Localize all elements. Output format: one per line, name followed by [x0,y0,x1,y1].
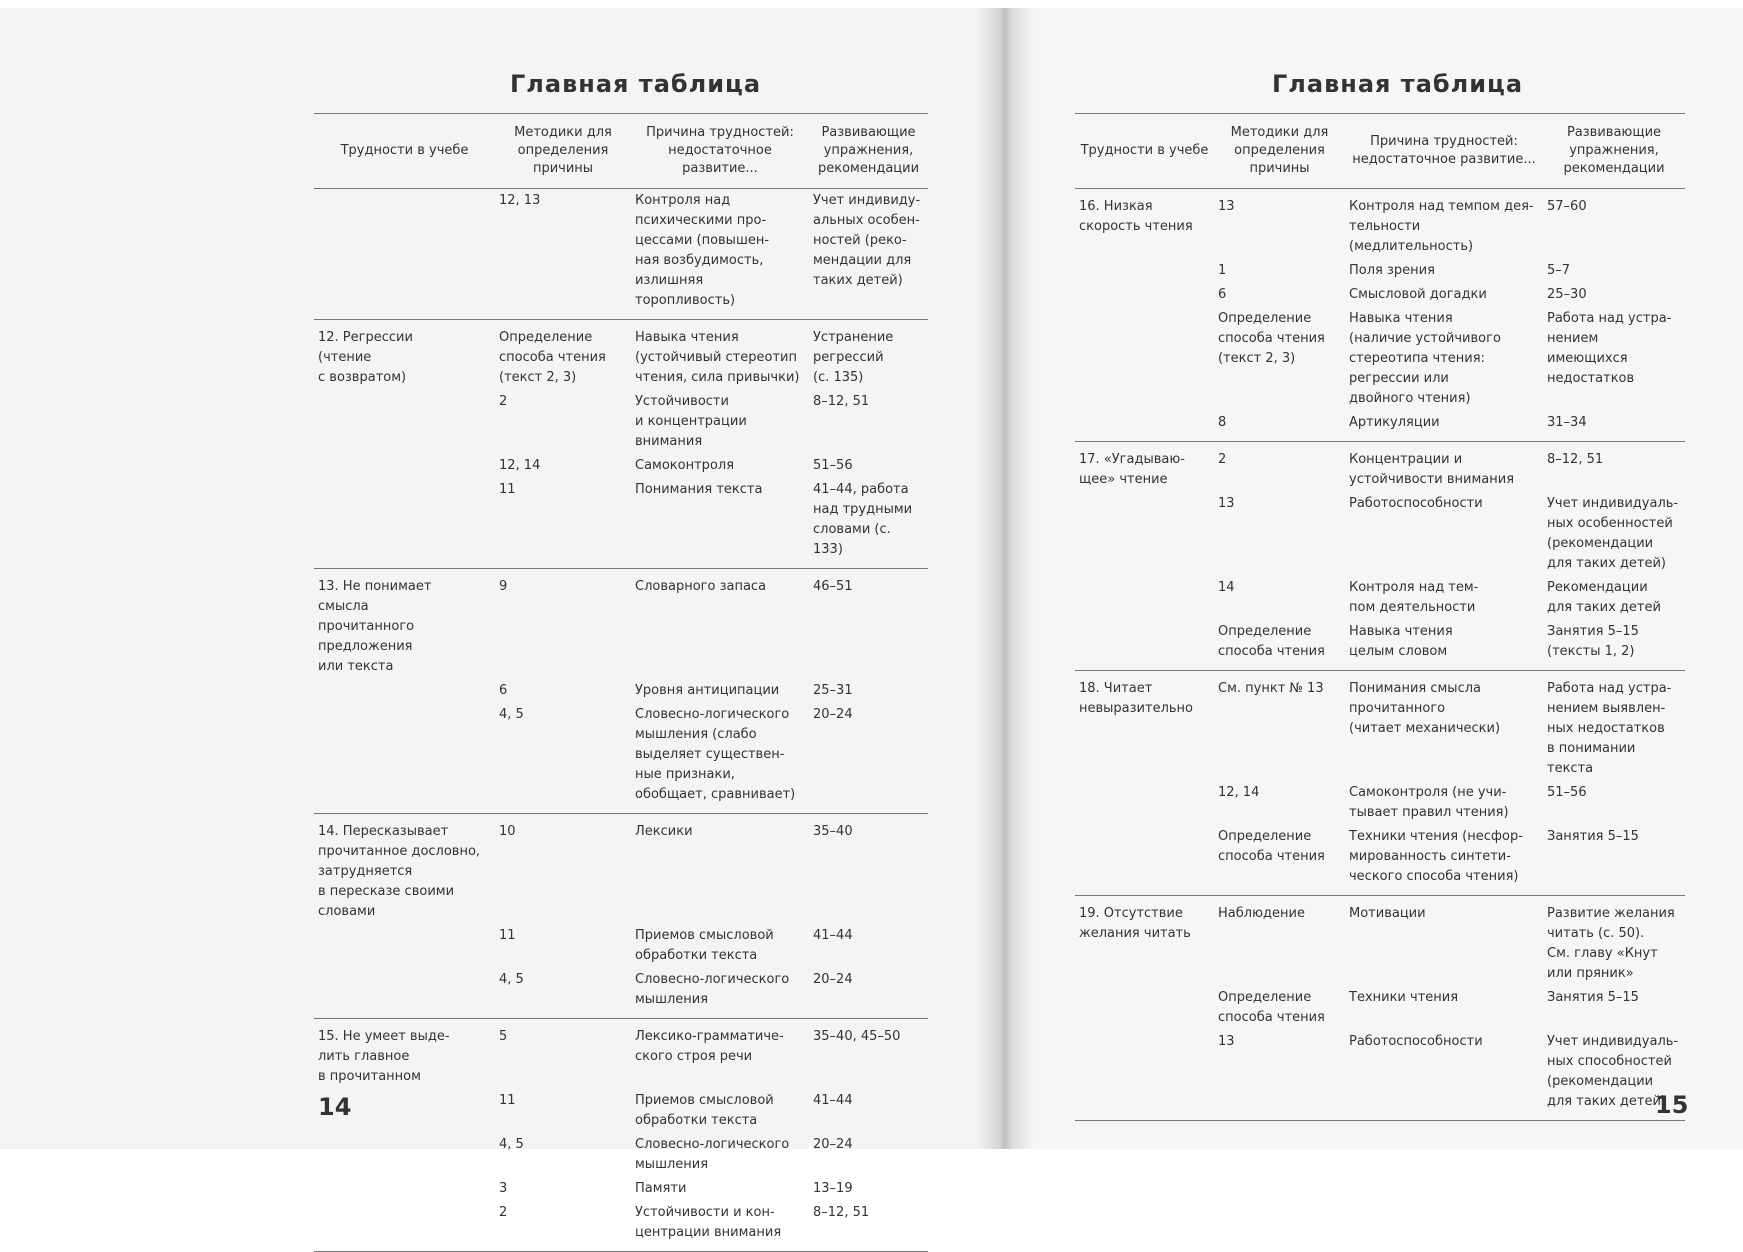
table-cell: Лексики [631,814,809,925]
table-cell: 8–12, 51 [813,394,870,409]
table-cell: Учет индивидуаль- ных особенностей (рекомендации для таких детей) [1547,496,1679,571]
table-cell: Определение способа чтения [1218,990,1325,1025]
table-cell: 13. Не понимает смысла прочитанного предложения или текста [314,569,495,680]
table-row [314,189,928,320]
col-header-exercises: Развивающие упражнения, рекомендации [809,114,928,189]
table-row [314,703,928,814]
table-cell [1075,283,1214,307]
table-cell: 12, 14 [499,458,541,473]
col-header-difficulty: Трудности в учебе [314,114,495,189]
table-cell: 5 [495,1019,631,1090]
table-cell: Словесно-логического мышления [635,1137,790,1172]
table-cell: 13 [1214,189,1345,260]
col-header-methods: Методики для определения причины [495,114,631,189]
table-cell: 11 [499,482,516,497]
table-row [314,1133,928,1177]
table-cell: Техники чтения (несфор- мированность синтети- ческого способа чтения) [1349,829,1523,884]
table-cell: 35–40 [809,814,928,925]
table-cell: Контроля над темпом дея- тельности (медлительность) [1345,189,1543,260]
table-cell: 8 [1218,415,1227,430]
table-cell: 6 [499,683,508,698]
table-cell: Контроля над психическими про- цессами (повышен- ная возбудимость, излишняя торопливость) [635,193,770,308]
table-cell [314,189,495,320]
table-cell [314,703,495,814]
table-row [1075,620,1685,671]
table-cell: 25–30 [1547,287,1587,302]
table-row [1075,442,1685,493]
table-cell: 4, 5 [499,1137,524,1152]
table-cell: Мотивации [1345,896,1543,987]
table-cell: Навыка чтения целым словом [1349,624,1453,659]
table-cell: Приемов смысловой обработки текста [635,928,774,963]
table-row [1075,307,1685,411]
table-cell: Словарного запаса [631,569,809,680]
table-cell: 14 [1218,580,1235,595]
table-row [314,569,928,680]
table-cell [314,968,495,1019]
table-cell [1075,259,1214,283]
table-cell [1075,576,1214,620]
col-header-exercises: Развивающие упражнения, рекомендации [1543,114,1685,189]
table-cell: Поля зрения [1349,263,1435,278]
table-cell [314,454,495,478]
table-cell: Определение способа чтения (текст 2, 3) [1218,311,1325,366]
table-cell: Навыка чтения (устойчивый стереотип чтения, сила привычки) [631,320,809,391]
table-cell: Определение способа чтения [1218,624,1325,659]
table-cell: Рекомендации для таких детей [1547,580,1661,615]
table-cell [1075,492,1214,576]
table-cell [1075,825,1214,896]
table-cell: 35–40, 45–50 [809,1019,928,1090]
table-cell: 2 [499,394,508,409]
table-cell: 5–7 [1547,263,1571,278]
table-cell: 12, 13 [499,193,541,208]
table-cell: Навыка чтения (наличие устойчивого стереотипа чтения: регрессии или двойного чтения) [1349,311,1501,406]
table-row [314,390,928,454]
table-row [1075,576,1685,620]
table-row [1075,492,1685,576]
table-cell: 17. «Угадываю- щее» чтение [1075,442,1214,493]
table-cell: 8–12, 51 [1543,442,1685,493]
table-cell: Приемов смысловой обработки текста [635,1093,774,1128]
table-cell: Учет индивидуаль- ных способностей (рекомендации для таких детей) [1543,1030,1685,1121]
table-row [314,1089,928,1133]
col-header-difficulty: Трудности в учебе [1075,114,1214,189]
table-row [314,679,928,703]
table-cell: Смысловой догадки [1349,287,1487,302]
table-cell: 3 [499,1181,508,1196]
table-row [1075,259,1685,283]
table-cell: 13–19 [813,1181,853,1196]
table-cell: Памяти [635,1181,687,1196]
table-cell: 15. Не умеет выде- лить главное в прочитанном [314,1019,495,1090]
table-cell [314,1133,495,1177]
table-row [1075,986,1685,1030]
table-cell: 25–31 [813,683,853,698]
table-cell [1075,1030,1214,1121]
table-cell: Лексико-грамматиче- ского строя речи [631,1019,809,1090]
table-row [314,968,928,1019]
table-cell: Работа над устра- нением выявлен- ных недостатков в понимании текста [1543,671,1685,782]
table-cell: Самоконтроля (не учи- тывает правил чтения) [1349,785,1509,820]
table-cell: Занятия 5–15 (тексты 1, 2) [1547,624,1639,659]
table-cell: Наблюдение [1214,896,1345,987]
table-cell: 51–56 [1547,785,1587,800]
table-row [314,320,928,391]
table-row [1075,896,1685,987]
table-cell: Словесно-логического мышления (слабо выделяет существен- ные признаки, обобщает, сравнивает) [635,707,796,802]
table-cell: 41–44 [813,928,853,943]
table-row [314,814,928,925]
right-page-title: Главная таблица [1272,70,1524,98]
table-cell: 11 [499,1093,516,1108]
table-cell: 13 [1218,496,1235,511]
table-row [1075,671,1685,782]
table-cell [314,679,495,703]
table-cell: 41–44 [813,1093,853,1108]
table-row [1075,781,1685,825]
table-cell: 2 [1214,442,1345,493]
table-row [314,454,928,478]
table-cell: 11 [499,928,516,943]
col-header-methods: Методики для определения причины [1214,114,1345,189]
table-cell: Развитие желания читать (с. 50). См. главу «Кнут или пряник» [1543,896,1685,987]
table-row [314,924,928,968]
table-cell: Определение способа чтения [1218,829,1325,864]
table-cell: 20–24 [813,707,853,722]
table-row [1075,1030,1685,1121]
table-cell: 51–56 [813,458,853,473]
table-cell: 57–60 [1543,189,1685,260]
table-cell: 4, 5 [499,972,524,987]
table-cell: Уровня антиципации [635,683,780,698]
main-table-left [314,113,928,1252]
table-cell: Контроля над тем- пом деятельности [1349,580,1479,615]
page-number-left: 14 [318,1093,352,1121]
table-cell: Определение способа чтения (текст 2, 3) [495,320,631,391]
table-row [1075,411,1685,442]
table-cell [1075,620,1214,671]
table-cell: 20–24 [813,1137,853,1152]
table-cell: 14. Пересказывает прочитанное дословно, затрудняется в пересказе своими словами [314,814,495,925]
table-cell: Техники чтения [1349,990,1459,1005]
table-cell: Работоспособности [1349,496,1483,511]
table-row [1075,189,1685,260]
table-cell: 1 [1218,263,1227,278]
table-cell: 31–34 [1547,415,1587,430]
table-cell [314,390,495,454]
table-cell: Занятия 5–15 [1547,990,1639,1005]
table-cell [314,478,495,569]
table-cell: 46–51 [809,569,928,680]
table-row [1075,825,1685,896]
table-cell [314,1177,495,1201]
table-cell: 10 [495,814,631,925]
table-cell: Артикуляции [1349,415,1440,430]
table-cell: 9 [495,569,631,680]
table-cell: Понимания смысла прочитанного (читает механически) [1345,671,1543,782]
table-cell [1075,986,1214,1030]
table-cell: 19. Отсутствие желания читать [1075,896,1214,987]
table-cell [1075,307,1214,411]
table-cell: 20–24 [813,972,853,987]
table-cell: См. пункт № 13 [1214,671,1345,782]
table-cell: 41–44, работа над трудными словами (с. 133) [813,482,913,557]
table-cell: Устойчивости и концентрации внимания [635,394,747,449]
table-row [1075,283,1685,307]
table-cell: 16. Низкая скорость чтения [1075,189,1214,260]
col-header-cause: Причина трудностей: недостаточное развитие... [631,114,809,189]
table-cell: 12. Регрессии (чтение с возвратом) [314,320,495,391]
table-cell: Самоконтроля [635,458,735,473]
table-row [314,1019,928,1090]
table-cell [314,924,495,968]
table-cell: 18. Читает невыразительно [1075,671,1214,782]
table-cell: Понимания текста [635,482,763,497]
table-cell: 12, 14 [1218,785,1260,800]
table-cell: 13 [1214,1030,1345,1121]
table-cell: Учет индивиду- альных особен- ностей (реко- мендации для таких детей) [813,193,921,288]
table-cell: Занятия 5–15 [1547,829,1639,844]
table-cell: 8–12, 51 [809,1201,928,1252]
table-cell: Работа над устра- нением имеющихся недостатков [1547,311,1672,386]
col-header-cause: Причина трудностей: недостаточное развитие... [1345,114,1543,189]
table-row [314,1177,928,1201]
table-cell: Устранение регрессий (с. 135) [809,320,928,391]
left-page-title: Главная таблица [510,70,762,98]
table-cell: Концентрации и устойчивости внимания [1345,442,1543,493]
table-cell: 6 [1218,287,1227,302]
table-cell: 4, 5 [499,707,524,722]
book-gutter [975,8,1035,1149]
table-cell [1075,781,1214,825]
table-cell: Словесно-логического мышления [635,972,790,1007]
main-table-right [1075,113,1685,1121]
table-cell: Работоспособности [1345,1030,1543,1121]
table-row [314,478,928,569]
table-cell: Устойчивости и кон- центрации внимания [631,1201,809,1252]
table-cell [1075,411,1214,442]
table-cell: 2 [495,1201,631,1252]
page-number-right: 15 [1655,1091,1689,1119]
